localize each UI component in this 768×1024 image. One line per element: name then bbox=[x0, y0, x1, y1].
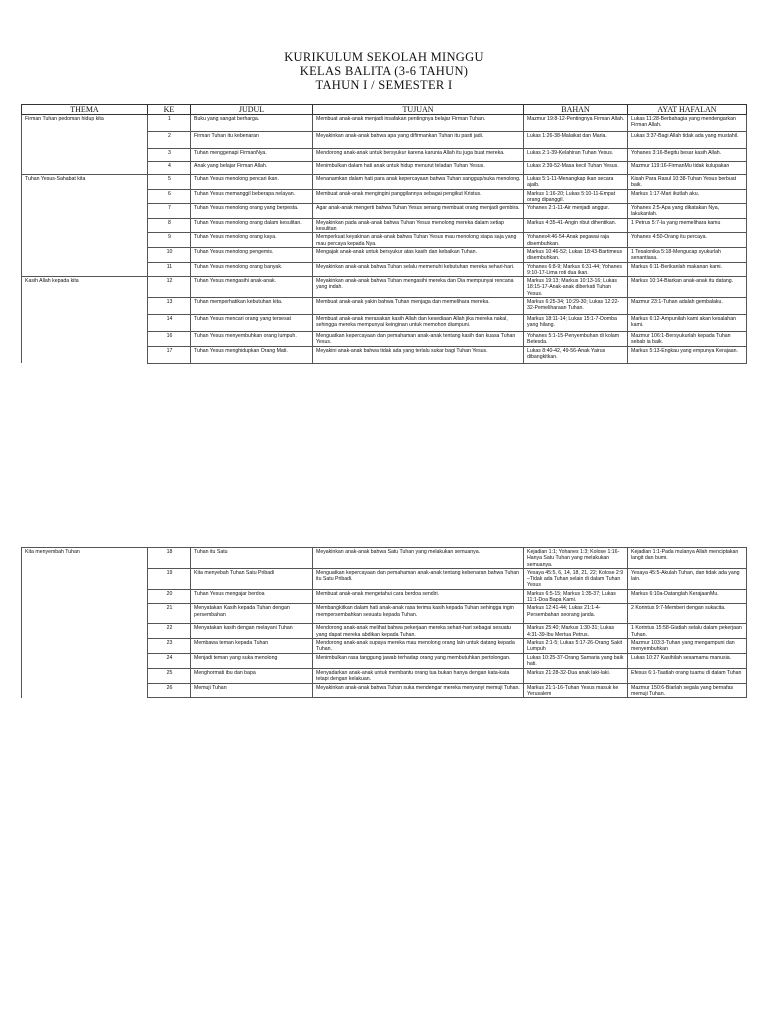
cell-ayat: Mazmur 119:16-FirmanMu tidak kulupakan bbox=[628, 162, 747, 175]
cell-tujuan: Meyakinkan pada anak-anak bahwa Tuhan Yesus menolong mereka dalam setiap kesulitan bbox=[313, 218, 524, 233]
cell-ayat: Mazmur 106:1-Bersyukurlah kepada Tuhan sebab ia baik. bbox=[628, 332, 747, 347]
cell-ke: 7 bbox=[148, 204, 191, 219]
cell-thema: Firman Tuhan pedoman hidup kita bbox=[22, 115, 148, 132]
cell-tujuan: Mendorong anak-anak supaya mereka mau menolong orang lain untuk datang kepada Tuhan. bbox=[313, 638, 524, 653]
cell-bahan: Yohanes 6:8-9; Markus 6:31-44; Yohanes 9:10-17-Lima roti dua ikan. bbox=[524, 262, 628, 277]
cell-ayat: Lukas 3:37-Bagi Allah tidak ada yang mustahil. bbox=[628, 132, 747, 149]
cell-thema bbox=[22, 162, 148, 175]
cell-thema bbox=[22, 653, 148, 668]
cell-tujuan: Membuat anak-anak merasakan kasih Allah dan kesediaan Allah jika mereka nakal, sehingga mereka mempunyai keinginan untuk memohon diampuni. bbox=[313, 315, 524, 332]
table-row bbox=[22, 589, 747, 604]
cell-ayat: Mazmur 23:1-Tuhan adalah gembalaku. bbox=[628, 298, 747, 315]
cell-judul: Membawa teman kepada Tuhan bbox=[191, 638, 313, 653]
cell-bahan: Markus 2:1-5; Lukas 5:17-26-Orang Sakit Lumpuh bbox=[524, 638, 628, 653]
cell-bahan: Markus 6:5-15; Markus 1:35-37; Lukas 11:1-Doa Bapa Kami. bbox=[524, 589, 628, 604]
table-header-row bbox=[22, 105, 747, 115]
cell-judul: Tuhan Yesus menghidupkan Orang Mati. bbox=[191, 346, 313, 363]
cell-judul: Tuhan Yesus menolong pengemis. bbox=[191, 247, 313, 262]
cell-tujuan: Meyakinkan anak-anak bahwa Tuhan suka mendengar mereka menyanyi memuji Tuhan. bbox=[313, 683, 524, 698]
cell-judul: Menyatakan kasih dengan melayani Tuhan bbox=[191, 624, 313, 639]
cell-thema bbox=[22, 346, 148, 363]
cell-tujuan: Meyakinkan anak-anak bahwa Tuhan mengasihi mereka dan Dia mempunyai rencana yang indah. bbox=[313, 277, 524, 298]
cell-thema bbox=[22, 247, 148, 262]
cell-ayat: 1 Korintus 15:58-Giatlah selalu dalam pekerjaan Tuhan. bbox=[628, 624, 747, 639]
table-row bbox=[22, 548, 747, 569]
cell-ke: 12 bbox=[148, 277, 191, 298]
cell-judul: Tuhan Yesus menolong orang dalam kesulitan. bbox=[191, 218, 313, 233]
cell-judul: Tuhan Yesus menolong orang kaya. bbox=[191, 233, 313, 248]
cell-judul: Tuhan Yesus mengasihi anak-anak. bbox=[191, 277, 313, 298]
cell-thema bbox=[22, 638, 148, 653]
table-row bbox=[22, 277, 747, 298]
cell-bahan: Lukas 5:1-11-Menangkap ikan secara ajaib. bbox=[524, 175, 628, 190]
table-row bbox=[22, 162, 747, 175]
table-row bbox=[22, 298, 747, 315]
cell-ayat: Markus 6:11-Berikanlah makanan kami. bbox=[628, 262, 747, 277]
cell-judul: Menjadi teman yang suka menolong bbox=[191, 653, 313, 668]
cell-ke: 22 bbox=[148, 624, 191, 639]
cell-tujuan: Membuat anak-anak menjadi insafakan pentingnya belajar Firman Tuhan. bbox=[313, 115, 524, 132]
cell-ke: 10 bbox=[148, 247, 191, 262]
cell-tujuan: Mendorong anak-anak melihat bahwa pekerjaan mereka sehari-hari sebagai sesuatu yang dapat mereka abdikan kepada Tuhan. bbox=[313, 624, 524, 639]
cell-thema bbox=[22, 624, 148, 639]
cell-ayat: Lukas 11:28-Berbahagia yang mendengarkan Firman Allah. bbox=[628, 115, 747, 132]
cell-thema: Kasih Allah kepada kita bbox=[22, 277, 148, 298]
cell-ke: 2 bbox=[148, 132, 191, 149]
cell-tujuan: Menanamkan dalam hati para anak kepercayaan bahwa Tuhan sanggup/suka menolong. bbox=[313, 175, 524, 190]
table-row bbox=[22, 262, 747, 277]
table-row bbox=[22, 604, 747, 624]
table-row bbox=[22, 315, 747, 332]
cell-judul: Tuhan itu Satu bbox=[191, 548, 313, 569]
cell-ayat: Lukas 10:27 Kasihilah sesamamu manusia. bbox=[628, 653, 747, 668]
cell-tujuan: Membangkitkan dalam hati anak-anak rasa terima kasih kepada Tuhan sehingga ingin mempersembahkan sesuatu kepada Tuhan. bbox=[313, 604, 524, 624]
cell-thema bbox=[22, 315, 148, 332]
cell-judul: Tuhan memperhatikan kebutuhan kita. bbox=[191, 298, 313, 315]
header-ke: KE bbox=[148, 105, 191, 115]
cell-bahan: Markus 4:35-41-Angin ribut dihentikan. bbox=[524, 218, 628, 233]
cell-bahan: Yohanes4:46-54-Anak pegawai raja disembuhkan. bbox=[524, 233, 628, 248]
cell-tujuan: Mengajak anak-anak untuk bersyukur atas kasih dan kebaikan Tuhan. bbox=[313, 247, 524, 262]
cell-bahan: Kejadian 1:1; Yohanes 1:3; Kolose 1:16-Hanya Satu Tuhan yang melakukan semuanya. bbox=[524, 548, 628, 569]
table-row bbox=[22, 653, 747, 668]
cell-judul: Kita menyebah Tuhan Satu Pribadi bbox=[191, 568, 313, 589]
table-row bbox=[22, 218, 747, 233]
header-tujuan: TUJUAN bbox=[313, 105, 524, 115]
cell-tujuan: Menimbulkan rasa tanggung jawab terhadap orang yang membutuhkan pertolongan. bbox=[313, 653, 524, 668]
cell-ke: 20 bbox=[148, 589, 191, 604]
cell-tujuan: Meyakini anak-anak bahwa tidak ada yang terlalu sukar bagi Tuhan Yesus. bbox=[313, 346, 524, 363]
cell-bahan: Yohanes 2:1-11-Air menjadi anggur. bbox=[524, 204, 628, 219]
cell-ayat: Kejadian 1:1-Pada mulanya Allah menciptakan langit dan bumi. bbox=[628, 548, 747, 569]
cell-ayat: Mazmur 103:3-Tuhan yang mengampuni dan menyembuhkan bbox=[628, 638, 747, 653]
cell-thema bbox=[22, 262, 148, 277]
cell-bahan: Markus 25:40; Markus 1:30-31; Lukas 4:31-39-Ibu Mertua Petrus. bbox=[524, 624, 628, 639]
cell-ayat: Yohanes 4:50-Orang itu percaya. bbox=[628, 233, 747, 248]
cell-ayat: Markus 6:10a-Datanglah KerajaanMu. bbox=[628, 589, 747, 604]
cell-ke: 18 bbox=[148, 548, 191, 569]
cell-thema bbox=[22, 668, 148, 683]
table-row bbox=[22, 638, 747, 653]
cell-bahan: Markus 21:28-32-Dua anak laki-laki. bbox=[524, 668, 628, 683]
cell-ke: 16 bbox=[148, 332, 191, 347]
cell-judul: Tuhan Yesus mengajar berdoa bbox=[191, 589, 313, 604]
cell-bahan: Yohanes 5:1-15-Penyembuhan di kolam Betesda. bbox=[524, 332, 628, 347]
cell-ke: 17 bbox=[148, 346, 191, 363]
cell-ke: 23 bbox=[148, 638, 191, 653]
cell-ayat: 1 Tesalonika 5:18-Mengucap syukurlah senantiasa. bbox=[628, 247, 747, 262]
cell-ke: 9 bbox=[148, 233, 191, 248]
cell-tujuan: Membuat anak-anak yakin bahwa Tuhan menjaga dan memelihara mereka. bbox=[313, 298, 524, 315]
cell-ke: 25 bbox=[148, 668, 191, 683]
cell-judul: Tuhan Yesus menyembuhkan orang lumpuh. bbox=[191, 332, 313, 347]
cell-ke: 19 bbox=[148, 568, 191, 589]
table-row bbox=[22, 247, 747, 262]
cell-judul: Tuhan Yesus memanggil beberapa nelayan. bbox=[191, 189, 313, 204]
cell-thema: Tuhan Yesus-Sahabat kita bbox=[22, 175, 148, 190]
table-row bbox=[22, 568, 747, 589]
cell-ayat: Efesus 6:1-Taatlah orang tuamu di dalam Tuhan bbox=[628, 668, 747, 683]
curriculum-table-part-1 bbox=[21, 104, 747, 364]
cell-tujuan: Membuat anak-anak mengingini panggilannya sebagai pengikut Kristus. bbox=[313, 189, 524, 204]
header-thema: THEMA bbox=[22, 105, 148, 115]
cell-ke: 6 bbox=[148, 189, 191, 204]
cell-ayat: 2 Korintus 9:7-Memberi dengan sukacita. bbox=[628, 604, 747, 624]
cell-thema bbox=[22, 298, 148, 315]
cell-bahan: Markus 1:16-20; Lukas 5:10-11-Empat orang dipanggil. bbox=[524, 189, 628, 204]
cell-tujuan: Memperkuat keyakinan anak-anak bahwa Tuhan Yesus mau menolong siapa saja yang mau percaya kepada Nya. bbox=[313, 233, 524, 248]
cell-bahan: Markus 10:46-52; Lukas 18:43-Bartimeus disembuhkan. bbox=[524, 247, 628, 262]
table-row bbox=[22, 332, 747, 347]
cell-ayat: Markus 10:14-Biarkan anak-anak itu datang. bbox=[628, 277, 747, 298]
table-row bbox=[22, 149, 747, 162]
cell-ke: 14 bbox=[148, 315, 191, 332]
cell-ke: 21 bbox=[148, 604, 191, 624]
table-body-part-1 bbox=[22, 115, 747, 364]
cell-ke: 5 bbox=[148, 175, 191, 190]
cell-thema bbox=[22, 218, 148, 233]
cell-ayat: Yesaya 45:5-Akulah Tuhan, dan tidak ada yang lain. bbox=[628, 568, 747, 589]
cell-judul: Tuhan Yesus menolong pencari ikan. bbox=[191, 175, 313, 190]
cell-ke: 13 bbox=[148, 298, 191, 315]
cell-judul: Firman Tuhan itu kebenaran bbox=[191, 132, 313, 149]
cell-ayat: Kisah Para Rasul 10:38-Tuhan Yesus berbuat baik. bbox=[628, 175, 747, 190]
cell-tujuan: Menyadarkan anak-anak untuk membantu orang tua bukan hanya dengan kata-kata tetapi dengan kelakuan. bbox=[313, 668, 524, 683]
cell-ke: 26 bbox=[148, 683, 191, 698]
cell-ayat: Mazmur 150:6-Biarlah segala yang bernafas memuji Tuhan. bbox=[628, 683, 747, 698]
cell-tujuan: Menimbulkan dalam hati anak untuk hidup menurut teladan Tuhan Yesus. bbox=[313, 162, 524, 175]
table-row bbox=[22, 132, 747, 149]
cell-bahan: Markus 6:25-34; 10:29-30; Lukas 12:22-32-Pemeliharaan Tuhan. bbox=[524, 298, 628, 315]
curriculum-table-part-2 bbox=[21, 547, 747, 698]
cell-ayat: Markus 1:17-Mari ikutlah aku. bbox=[628, 189, 747, 204]
table-row bbox=[22, 346, 747, 363]
cell-thema: Kita menyembah Tuhan bbox=[22, 548, 148, 569]
cell-thema bbox=[22, 604, 148, 624]
table-row bbox=[22, 204, 747, 219]
table-row bbox=[22, 189, 747, 204]
cell-ke: 11 bbox=[148, 262, 191, 277]
cell-thema bbox=[22, 683, 148, 698]
cell-bahan: Lukas 1:26-38-Malaikat dan Maria. bbox=[524, 132, 628, 149]
cell-thema bbox=[22, 204, 148, 219]
cell-tujuan: Mendorong anak-anak untuk bersyukur karena karunia Allah itu juga buat mereka. bbox=[313, 149, 524, 162]
cell-ayat: Markus 6:12-Ampunilah kami akan kesalahan kami. bbox=[628, 315, 747, 332]
cell-tujuan: Menguatkan kepercayaan dan pemahaman anak-anak tentang kebenaran bahwa Tuhan itu Satu Pribadi. bbox=[313, 568, 524, 589]
cell-thema bbox=[22, 568, 148, 589]
cell-tujuan: Meyakinkan anak-anak bahwa Tuhan selalu memenuhi kebutuhan mereka sehari-hari. bbox=[313, 262, 524, 277]
cell-judul: Tuhan Yesus mencari orang yang tersesat bbox=[191, 315, 313, 332]
title-line-1: KURIKULUM SEKOLAH MINGGU bbox=[284, 50, 484, 64]
table-row bbox=[22, 683, 747, 698]
cell-judul: Menyatakan Kasih kepada Tuhan dengan persembahan bbox=[191, 604, 313, 624]
table-row bbox=[22, 175, 747, 190]
cell-thema bbox=[22, 332, 148, 347]
cell-ayat: Yohanes 3:16-Begitu besar kasih Allah. bbox=[628, 149, 747, 162]
cell-judul: Buku yang sangat berharga. bbox=[191, 115, 313, 132]
title-line-3: TAHUN I / SEMESTER I bbox=[315, 78, 453, 92]
cell-tujuan: Meyakinkan anak-anak bahwa apa yang difirmankan Tuhan itu pasti jadi. bbox=[313, 132, 524, 149]
title-line-2: KELAS BALITA (3-6 TAHUN) bbox=[299, 64, 469, 78]
table-row bbox=[22, 668, 747, 683]
cell-ke: 4 bbox=[148, 162, 191, 175]
cell-thema bbox=[22, 149, 148, 162]
cell-ayat: Yohanes 2:5-Apa yang dikatakan Nya, lakukanlah. bbox=[628, 204, 747, 219]
cell-tujuan: Meyakinkan anak-anak bahwa Satu Tuhan yang melakukan semuanya. bbox=[313, 548, 524, 569]
cell-bahan: Markus 18:11-14; Lukas 15:1-7-Domba yang hilang. bbox=[524, 315, 628, 332]
cell-ke: 8 bbox=[148, 218, 191, 233]
header-judul: JUDUL bbox=[191, 105, 313, 115]
cell-judul: Tuhan Yesus menolong orang banyak. bbox=[191, 262, 313, 277]
cell-bahan: Lukas 2:1-39-Kelahiran Tuhan Yesus. bbox=[524, 149, 628, 162]
cell-bahan: Markus 12:41-44; Lukas 21:1-4-Persembahan seorang janda. bbox=[524, 604, 628, 624]
cell-judul: Menghormati ibu dan bapa bbox=[191, 668, 313, 683]
cell-judul: Anak yang belajar Firman Allah. bbox=[191, 162, 313, 175]
cell-thema bbox=[22, 233, 148, 248]
cell-tujuan: Menguatkan kepercayaan dan pemahaman anak-anak tentang kasih dan kuasa Tuhan Yesus. bbox=[313, 332, 524, 347]
cell-tujuan: Membuat anak-anak mengetahui cara berdoa sendiri. bbox=[313, 589, 524, 604]
cell-bahan: Markus 19:13; Markus 10:13-16; Lukas 18:15-17-Anak-anak diberkati Tuhan Yesus. bbox=[524, 277, 628, 298]
cell-bahan: Lukas 10:25-37-Orang Samaria yang baik hati. bbox=[524, 653, 628, 668]
table-row bbox=[22, 115, 747, 132]
cell-judul: Tuhan Yesus menolong orang yang berpesta. bbox=[191, 204, 313, 219]
cell-ke: 3 bbox=[148, 149, 191, 162]
header-ayat-hafalan: AYAT HAFALAN bbox=[628, 105, 747, 115]
cell-bahan: Lukas 8:40-42, 49-56-Anak Yairus dibangkitkan. bbox=[524, 346, 628, 363]
cell-bahan: Mazmur 19:8-12-Pentingnya Firman Allah. bbox=[524, 115, 628, 132]
table-row bbox=[22, 233, 747, 248]
cell-judul: Tuhan menggenapi FirmanNya. bbox=[191, 149, 313, 162]
cell-thema bbox=[22, 132, 148, 149]
document-title bbox=[0, 50, 768, 92]
cell-judul: Memuji Tuhan bbox=[191, 683, 313, 698]
header-bahan: BAHAN bbox=[524, 105, 628, 115]
cell-thema bbox=[22, 189, 148, 204]
cell-bahan: Yesaya 45:5, 6, 14, 18, 21, 22; Kolose 2:9 –Tidak ada Tuhan selain di dalam Tuhan Yesus bbox=[524, 568, 628, 589]
table-row bbox=[22, 624, 747, 639]
cell-ke: 24 bbox=[148, 653, 191, 668]
cell-bahan: Markus 21:1-16-Tuhan Yesus masuk ke Yerusalem bbox=[524, 683, 628, 698]
cell-ke: 1 bbox=[148, 115, 191, 132]
cell-bahan: Lukas 2:39-52-Masa kecil Tuhan Yesus. bbox=[524, 162, 628, 175]
cell-ayat: 1 Petrus 5:7-Ia yang memelihara kamu bbox=[628, 218, 747, 233]
cell-ayat: Markus 5:13-Engkau yang empunya Kerajaan. bbox=[628, 346, 747, 363]
cell-tujuan: Agar anak-anak mengerti bahwa Tuhan Yesus senang membuat orang menjadi gembira. bbox=[313, 204, 524, 219]
table-body-part-2 bbox=[22, 548, 747, 698]
cell-thema bbox=[22, 589, 148, 604]
